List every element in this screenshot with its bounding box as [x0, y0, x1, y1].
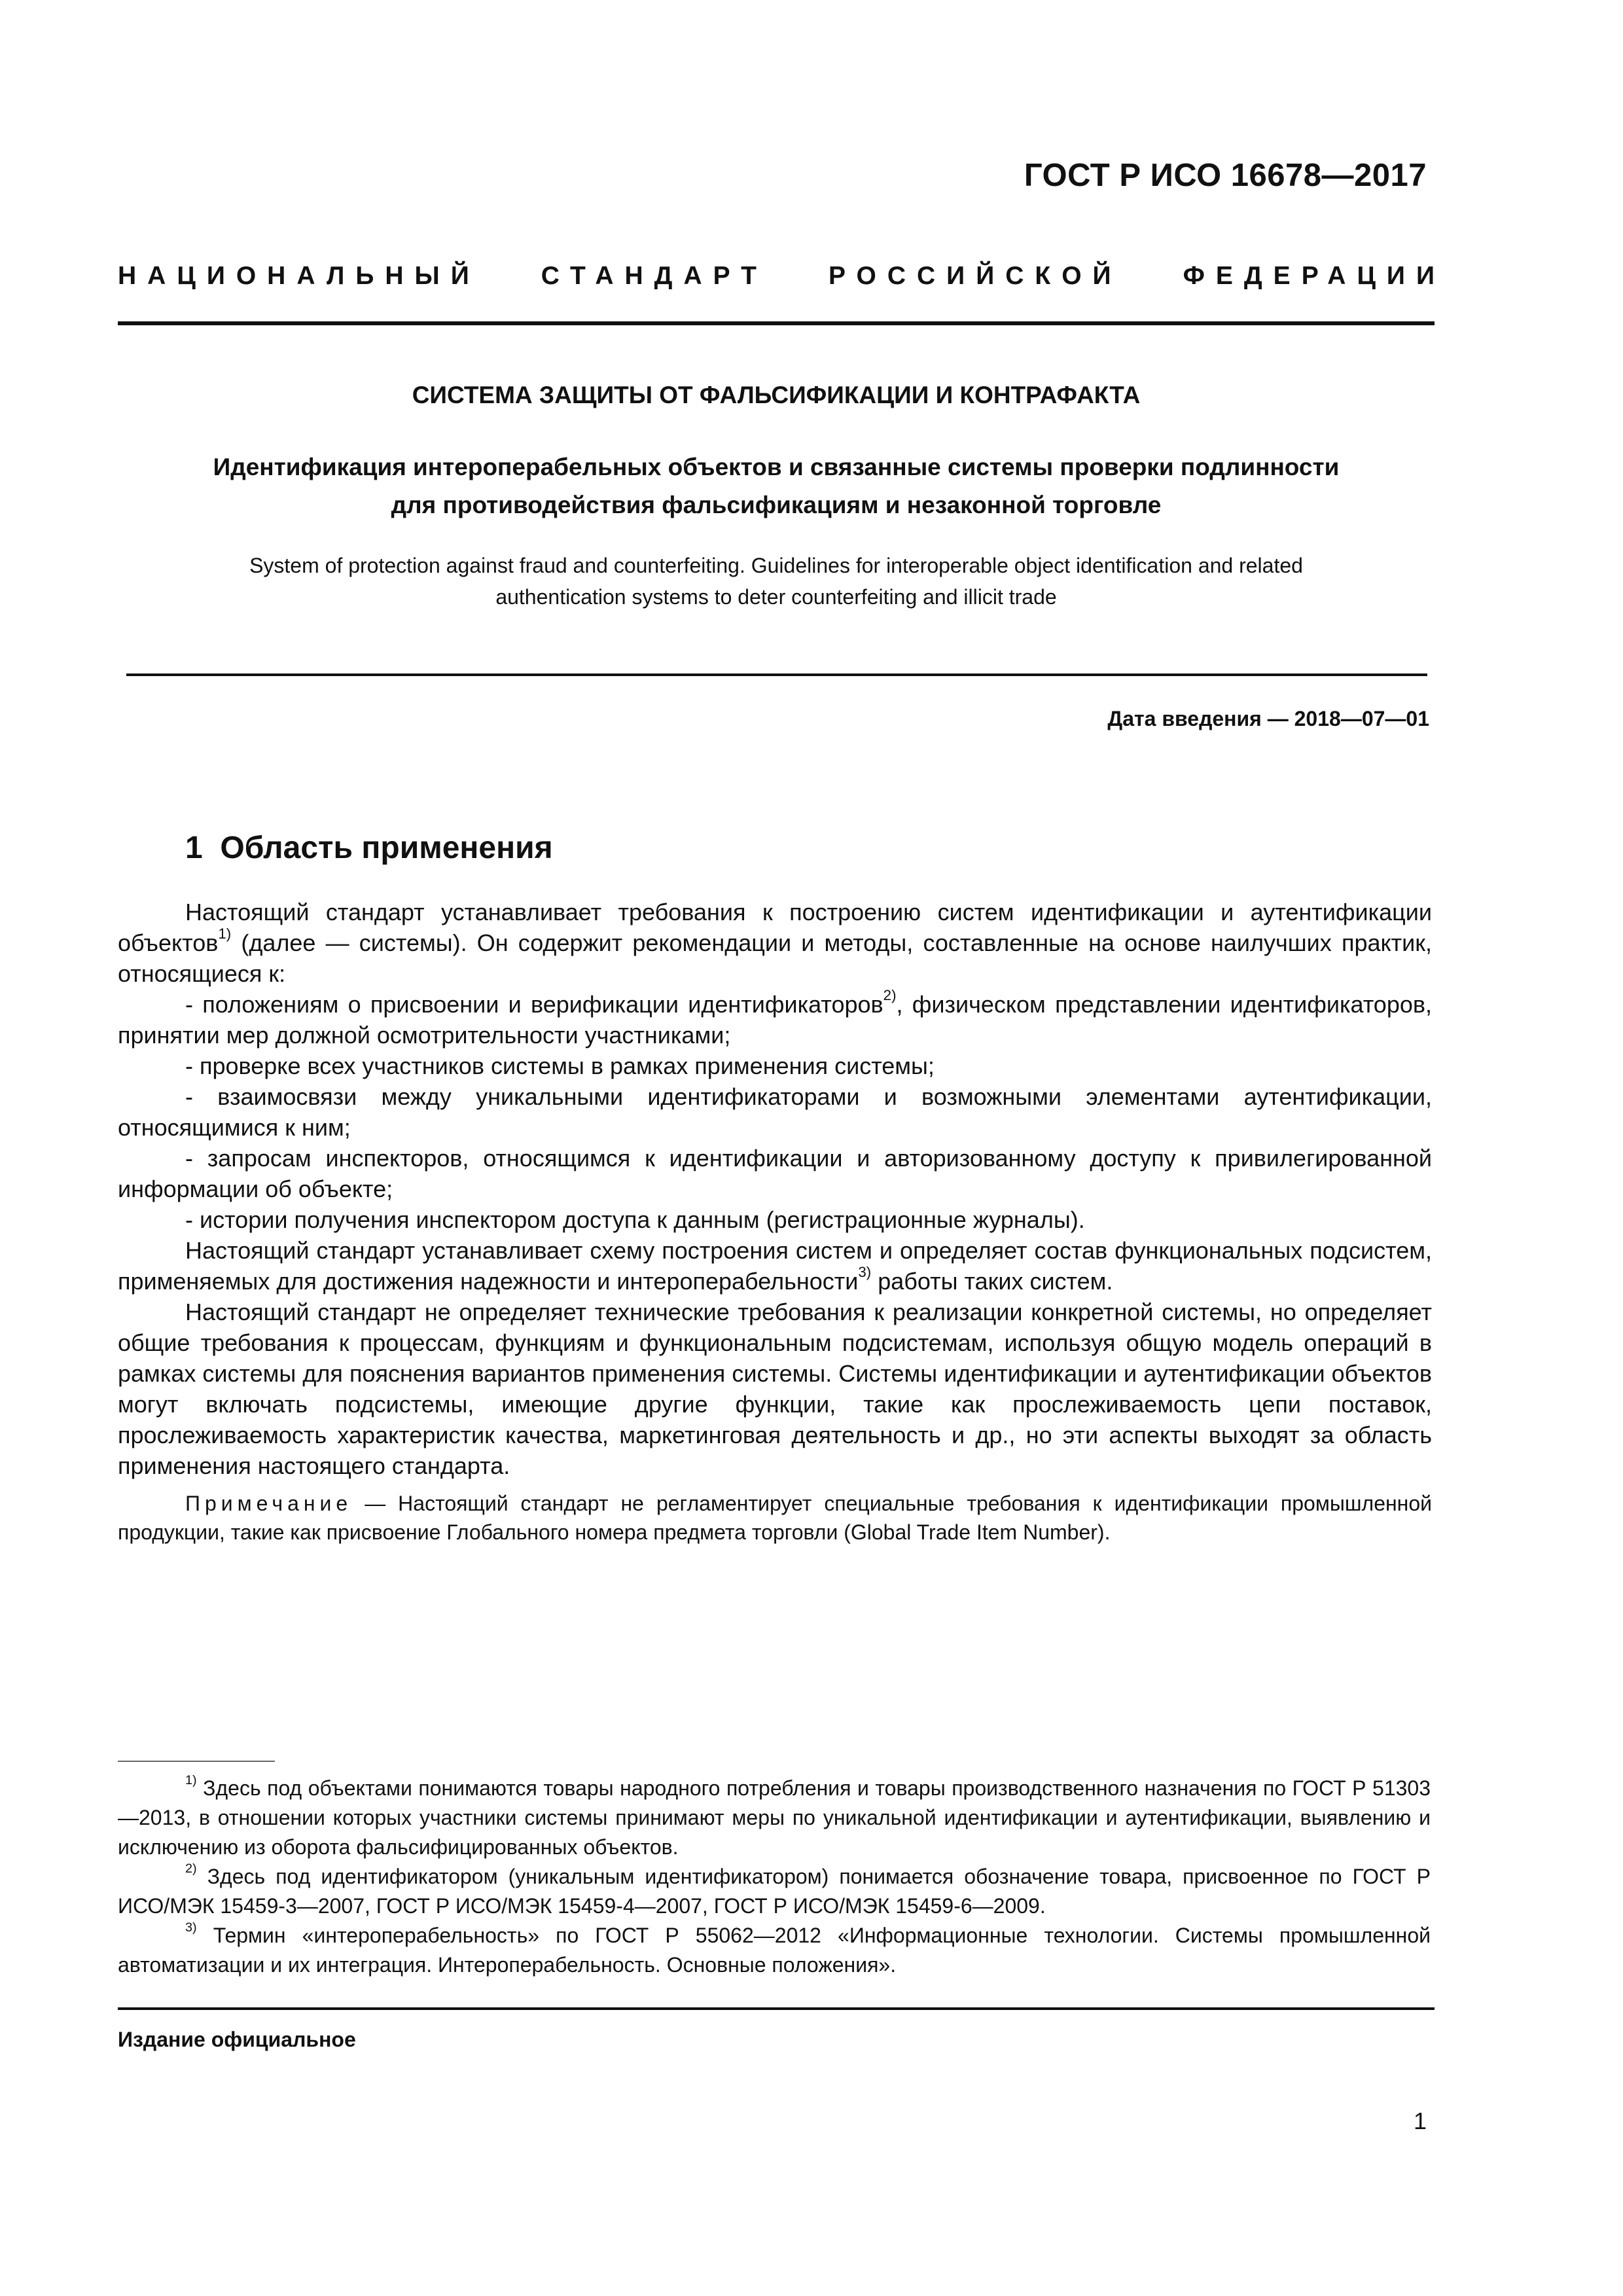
subtitle-line: Идентификация интероперабельных объектов и связанные системы проверки подлинности [213, 454, 1340, 480]
footer-divider [118, 2007, 1435, 2010]
footnote-ref: 1) [218, 925, 232, 942]
banner-word: ФЕДЕРАЦИИ [1183, 262, 1446, 290]
paragraph: Настоящий стандарт устанавливает требования к построению систем идентификации и аутентификации объектов$^{1)}$ (далее — системы). Он содержит рекомендации и методы, составленные на основе наилучших практик, относящиеся к: [118, 899, 1432, 987]
english-title-line: authentication systems to deter counterfeiting and illicit trade [495, 585, 1057, 609]
footnote: $^{1)}$ Здесь под объектами понимаются товары народного потребления и товары производственного назначения по ГОСТ Р 51303—2013, в отношении которых участники системы принимают меры по уникальной идентификации и аутентификации, выявлению и исключению из оборота фальсифицированных объектов. [118, 1773, 1431, 1859]
section-body [118, 897, 1432, 1547]
paragraph: Настоящий стандарт устанавливает схему построения систем и определяет состав функциональных подсистем, применяемых для достижения надежности и интероперабельности$^{3)}$ работы таких систем. [118, 1237, 1432, 1295]
banner-word: СТАНДАРТ [541, 262, 768, 290]
footnote-ref: 3) [858, 1264, 872, 1281]
footnote: $^{3)}$ Термин «интероперабельность» по ГОСТ Р 55062—2012 «Информационные технологии. Системы промышленной автоматизации и их интеграция. Интероперабельность. Основные положения». [118, 1920, 1431, 1977]
section-number: 1 [185, 831, 203, 865]
subtitle-line: для противодействия фальсификациям и незаконной торговле [391, 492, 1162, 518]
banner-word: НАЦИОНАЛЬНЫЙ [118, 262, 480, 290]
footnote-mark: 1) [185, 1773, 197, 1788]
english-title-line: System of protection against fraud and counterfeiting. Guidelines for interoperable object identification and related [249, 554, 1303, 577]
standard-code: ГОСТ Р ИСО 16678—2017 [1024, 158, 1427, 193]
list-item: - истории получения инспектором доступа к данным (регистрационные журналы). [185, 1206, 1085, 1233]
list-item: - положениям о присвоении и верификации идентификаторов$^{2)}$, физическом представлении идентификаторов, принятии мер должной осмотрительности участниками; [118, 987, 1432, 1049]
title-divider [126, 673, 1427, 676]
section-title: Область применения [220, 831, 553, 865]
list-item: - взаимосвязи между уникальными идентификаторами и возможными элементами аутентификации, относящимися к ним; [118, 1083, 1432, 1141]
footnote-mark: 3) [185, 1920, 197, 1935]
introduction-date: Дата введения — 2018—07—01 [1107, 707, 1429, 730]
document-title: СИСТЕМА ЗАЩИТЫ ОТ ФАЛЬСИФИКАЦИИ И КОНТРАФАКТА [412, 382, 1141, 408]
note-label: Примечание [185, 1492, 353, 1515]
banner-word: РОССИЙСКОЙ [829, 262, 1122, 290]
footnotes [118, 1774, 1431, 1980]
page-number: 1 [1413, 2108, 1427, 2134]
footnote: $^{2)}$ Здесь под идентификатором (уникальным идентификатором) понимается обозначение товара, присвоенное по ГОСТ Р ИСО/МЭК 15459-3—2007, ГОСТ Р ИСО/МЭК 15459-4—2007, ГОСТ Р ИСО/МЭК 15459-6—2009. [118, 1861, 1431, 1918]
official-edition-label: Издание официальное [118, 2028, 356, 2051]
paragraph: Настоящий стандарт не определяет технические требования к реализации конкретной системы, но определяет общие требования к процессам, функциям и функциональным подсистемам, используя общую модель операций в рамках системы для пояснения вариантов применения системы. Системы идентификации и аутентификации объектов могут включать подсистемы, имеющие другие функции, такие как прослеживаемость цепи поставок, прослеживаемость характеристик качества, маркетинговая деятельность и др., но эти аспекты выходят за область применения настоящего стандарта. [118, 1299, 1432, 1479]
document-subtitle [118, 448, 1435, 524]
list-item: - проверке всех участников системы в рамках применения системы; [185, 1052, 935, 1079]
header-divider [118, 321, 1435, 325]
national-standard-banner [118, 262, 1446, 291]
note: Примечание — Настоящий стандарт не регламентирует специальные требования к идентификации промышленной продукции, такие как присвоение Глобального номера предмета торговли (Global Trade Item Number). [118, 1492, 1432, 1544]
footnote-mark: 2) [185, 1861, 197, 1876]
list-item: - запросам инспекторов, относящимся к идентификации и авторизованному доступу к привилегированной информации об объекте; [118, 1145, 1432, 1202]
section-heading [185, 830, 553, 866]
english-title [118, 550, 1435, 613]
footnote-separator [118, 1761, 275, 1762]
footnote-ref: 2) [883, 987, 897, 1004]
